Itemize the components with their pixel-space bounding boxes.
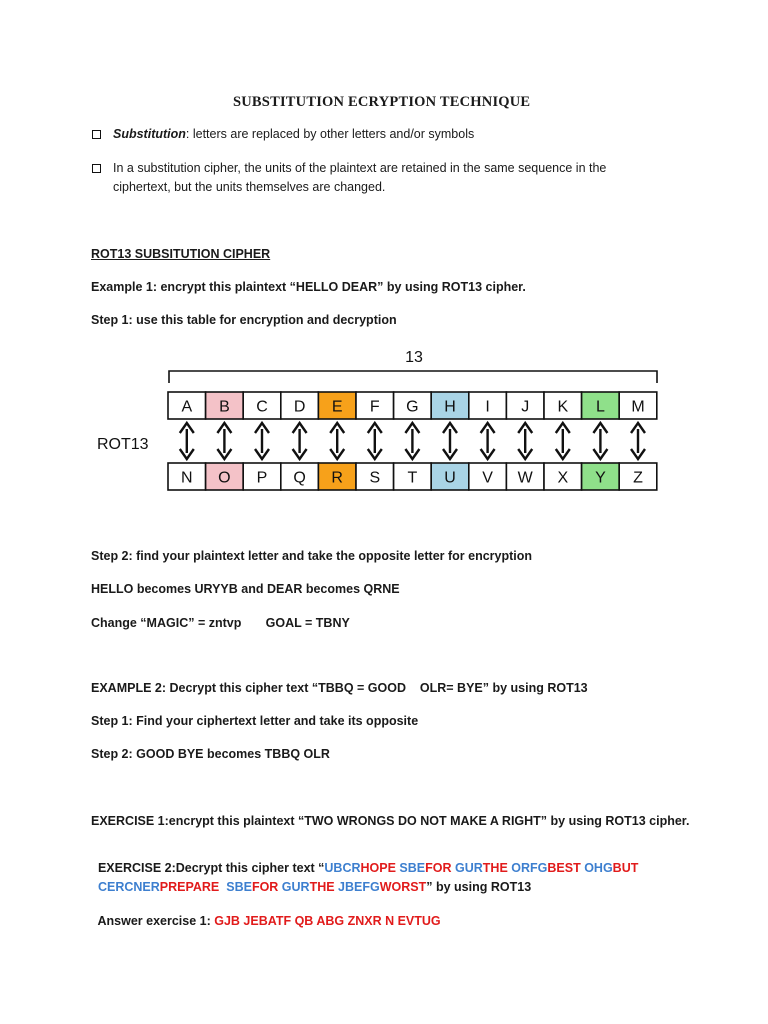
exercise1-text: EXERCISE 1:encrypt this plaintext “TWO WRONGS DO NOT MAKE A RIGHT” by using ROT13 cipher.: [91, 814, 690, 828]
exercise2-line2: [91, 866, 531, 894]
cipher-segment: BEST: [547, 861, 581, 875]
bottom-row-letter: T: [407, 469, 418, 487]
top-row-letter: E: [331, 398, 343, 416]
cipher-segment: CERCNER: [97, 880, 160, 894]
top-row-letter: J: [521, 398, 530, 416]
top-row-letter: F: [369, 398, 380, 416]
span-label: 13: [405, 349, 423, 366]
rot13-heading: ROT13 SUBSITUTION CIPHER: [91, 247, 271, 261]
bottom-row: [168, 463, 657, 490]
cipher-segment: FOR: [251, 880, 279, 894]
double-arrow-icon: [443, 423, 457, 459]
cipher-segment: SBE: [395, 861, 426, 875]
double-arrow-icon: [217, 423, 231, 459]
top-row-letter: H: [444, 398, 456, 416]
ex2-step2: Step 2: GOOD BYE becomes TBBQ OLR: [91, 747, 330, 761]
bottom-row-letter: X: [557, 469, 569, 487]
top-row-letter: M: [631, 398, 645, 416]
bottom-row-letter: U: [444, 469, 456, 487]
cipher-segment: THE: [309, 880, 335, 894]
cipher-segment: SBE: [219, 880, 252, 894]
bottom-row-letter: O: [218, 469, 231, 487]
cipher-segment: OHG: [580, 861, 613, 875]
cipher-segment: WORST: [379, 880, 427, 894]
cipher-segment: BUT: [612, 861, 639, 875]
top-row-letter: A: [181, 398, 193, 416]
exercise2-prefix: EXERCISE 2:Decrypt this cipher text “: [97, 861, 325, 875]
top-row: [168, 392, 657, 419]
rot13-label: ROT13: [97, 436, 149, 453]
double-arrow-icon: [255, 423, 269, 459]
top-row-letter: K: [557, 398, 569, 416]
hello-line: HELLO becomes URYYB and DEAR becomes QRNE: [91, 582, 400, 596]
double-arrow-icon: [368, 423, 382, 459]
top-row-letter: L: [595, 398, 605, 416]
bottom-row-letter: V: [482, 469, 493, 487]
answer-text: GJB JEBATF QB ABG ZNXR N EVTUG: [214, 914, 441, 928]
cipher-segment: THE: [482, 861, 508, 875]
step1-table-text: Step 1: use this table for encryption and decryption: [91, 313, 397, 327]
answer-label: Answer exercise 1:: [97, 914, 215, 928]
bullet-cipher-line1: In a substitution cipher, the units of the plaintext are retained in the same sequence in the: [113, 161, 607, 175]
cipher-segment: PREPARE: [159, 880, 220, 894]
cipher-segment: GUR: [451, 861, 483, 875]
top-row-letter: C: [256, 398, 268, 416]
span-bracket: [169, 371, 657, 383]
double-arrow-icon: [593, 423, 607, 459]
cipher-segment: FOR: [425, 861, 452, 875]
bottom-row-letter: Z: [633, 469, 643, 487]
exercise2-suffix: ” by using ROT13: [426, 880, 532, 894]
bullet-cipher-line2: ciphertext, but the units themselves are changed.: [113, 180, 386, 194]
cipher-segment: UBCR: [324, 861, 361, 875]
double-arrow-icon: [518, 423, 532, 459]
step2-text: Step 2: find your plaintext letter and take the opposite letter for encryption: [91, 549, 533, 563]
bottom-row-letter: P: [256, 469, 268, 487]
cipher-segment: JBEFG: [334, 880, 380, 894]
cipher-segment: ORFG: [507, 861, 548, 875]
double-arrow-icon: [481, 423, 495, 459]
top-row-letter: G: [406, 398, 419, 416]
substitution-definition: : letters are replaced by other letters and/or symbols: [185, 127, 475, 141]
double-arrow-icon: [330, 423, 344, 459]
cipher-segment: GUR: [278, 880, 310, 894]
example2-text: EXAMPLE 2: Decrypt this cipher text “TBBQ = GOOD OLR= BYE” by using ROT13: [91, 681, 588, 695]
bottom-row-letter: N: [181, 469, 193, 487]
bottom-row-letter: Y: [595, 469, 606, 487]
bottom-row-letter: S: [369, 469, 381, 487]
top-row-letter: D: [293, 398, 306, 416]
bottom-row-letter: R: [331, 469, 343, 487]
double-arrow-icon: [631, 423, 645, 459]
substitution-term: Substitution: [113, 127, 186, 141]
double-arrow-icon: [293, 423, 307, 459]
bottom-row-letter: W: [517, 469, 533, 487]
top-row-letter: B: [219, 398, 230, 416]
ex2-step1: Step 1: Find your ciphertext letter and take its opposite: [91, 714, 419, 728]
cipher-segment: HOPE: [360, 861, 396, 875]
top-row-letter: I: [485, 398, 490, 416]
double-arrow-icon: [556, 423, 570, 459]
double-arrow-icon: [405, 423, 419, 459]
answer-line: [91, 900, 441, 928]
exercise2-cipher-line2: [98, 880, 426, 894]
double-arrow-icon: [180, 423, 194, 459]
example1-text: Example 1: encrypt this plaintext “HELLO DEAR” by using ROT13 cipher.: [91, 280, 526, 294]
bottom-row-letter: Q: [293, 469, 306, 487]
change-line: Change “MAGIC” = zntvp GOAL = TBNY: [91, 616, 350, 630]
arrows-row: [180, 423, 645, 459]
page-title: SUBSTITUTION ECRYPTION TECHNIQUE: [233, 94, 531, 110]
